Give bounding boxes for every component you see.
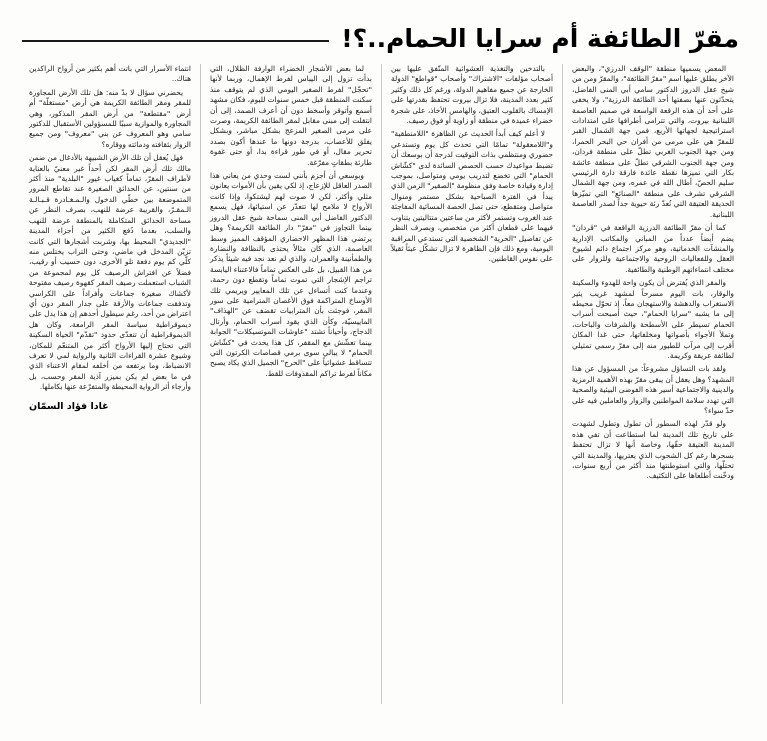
byline: غادا فؤاد السمّان — [29, 400, 109, 412]
article-column-2 — [201, 64, 382, 704]
paragraph: لا أعلم كيف أبدأ الحديث عن الظاهرة "اللامنطقية" و"اللامعقولة" تمامًا التي تحدث كل يوم وتستدعي حضوري ومنتظمي بذات التوقيت لدرجة أن بوسعك أن تضبط مواعيدك حسب الحصص السائدة لدى "كشّاش الحمام" التي تخضع لتدريب يومي ومتواصل، بموجب إدارة وقيادة خاصة وفق منظومة "الصقير" الزمن الذي يبدأ في الفترة الصباحية بشكل مستمر ومنوال متواصل ومتقطع، حتى تصل الحصة المسائية المفاجئة عند الغروب وتستمر لأكثر من ساعتين متتاليتين يتناوب فيهما على قطعان أكثر من متخصص، وبصرف النظر عن تفاصيل "الحرية" الشخصية التي تستدعي المراقبة اليومية، ومع ذلك فإن الظاهرة لا تزال تشكّل عبئاً ثقيلاً على نفوس القاطنين. — [391, 129, 553, 264]
paragraph: كما أن مقرّ الطائفة الدرزية الواقعة في "ڤردان" يضم أيضاً عدداً من المباني والمكاتب الإدارية والمنشآت الخدماتية، وهو مركز اجتماع دائم لشيوخ العقل وللفعاليات الروحية والاجتماعية وللزوار على مختلف انتماءاتهم الوطنية والطائفية. — [572, 223, 734, 274]
article-column-4 — [563, 64, 743, 704]
paragraph: ولقد بات التساؤل مشروعاً: من المسؤول عن هذا المشهد؟ وهل يعقل أن يبقى مقرّ بهذه الأهمية الرمزية والدينية والاجتماعية أسير هذه الفوضى البيئية والصحية التي تهدد سلامة المواطنين والزوار والعاملين فيه على حدّ سواء؟ — [572, 364, 734, 415]
page-title: مقرّ الطائفة أم سرايا الحمام..؟! — [341, 24, 739, 53]
article-column-1 — [20, 64, 201, 704]
paragraph: المعض يسميها منطقة "الوقف الدرزي"، والبعض الآخر يطلق عليها اسم "مقرّ الطائفة"، والمقرّ ومن من شيخ عقل الدروز الدكتور سامي أبي المنى الفاضل، يتحدّثون عنها بصفتها أحد الطائفة الدرزية"، ولا يخفى على أحد أن هذه الرقعة الواسعة في صميم العاصمة اللبنانية بيروت، والتي تترامى أطرافها على امتدادات استراتيجية لجهاتها الأربع، فمن جهة الشمال القبر للمقرّ هي على مرمى من أفران حي البحر الحمرا، ومن جهة الجنوب الغربي تطلّ على منطقة فردان، ومن جهة الجنوب الشرقي تطلّ على منطقة عائشة بكار التي تميزها نقطة عائدة فارقة دارة الرئيسي سليم الحصّ، أطال الله في عمره، ومن جهة الشمال الشرقي تشرف على منطقة "الصنائع" التي تميّزها الحديقة العتيقة التي تُعدّ رئة حيوية جداً لصدر العاصمة اللبنانية. — [572, 64, 734, 219]
paragraph: انتماء الأسرار التي باتت أهم بكثير من أرواح الراكدين هناك.. — [29, 64, 191, 84]
headline-divider — [22, 40, 329, 42]
paragraph: بالتدخين والتغذية العشوائية المتّفق عليها بين أصحاب مؤلفات "الاشتراك" وأصحاب "قواطع" الدولة الخارجة عن جميع مفاهيم الدولة، ورغم كل ذلك وكثير كثير بعدد المدينة، فلا تزال بيروت تحتفظ بقدرتها على الإمساك بالقلوب العتيق، والهامس الأخاذ، على شجرة خضراء عميدة في منطقة أو زاوية أو فوق رصيف. — [391, 64, 553, 126]
paragraph: ولو قدّر لهذه السطور أن تطول وتطول لشهدت على تاريخ تلك المدينة لما استطاعت أن تفي هذه المدينة العتيقة حقّها، وخاصة أنها لا تزال تحتفظ بسحرها رغم كل الشحوب الذي يعتريها، والمدينة التي تحتلّها، والتي استوطنتها منذ أكثر من أربع سنوات، ودخّنت أطلعاها على التكثيف. — [572, 419, 734, 481]
paragraph: وبوسعي أن أجزم بأنني لست وحدي من يعاني هذا الصدر العاقل للإزعاج، إذ لكي يقين بأن الأموات يعانون مثلي وأكثر، لكن لا صوت لهم ليشتكوا، وإذا كانت الأرواح لا ملامح لها تتعدّر عن استيائها، فهل يسمع الدكتور الفاضل أبي المنى سماحة شيخ عقل الدروز بينما التجاوز في "مقرّ" دار الطائفة الكريمة؟ وهل يرتضي هذا المظهر الاحضاري المؤقف المميز وسط العاصمة، الذي كان مثالاً يحتذى بالنظافة والنضارة والطمأنينة والعمران، والذي لم نعد نجد فيه شيئاً يذكر من هذا القبيل، بل على العكس تماماً فالاعتناء اليابسة تراجم الإشجار التي تموت تماماً وتقطع دون رحمة، وعندما كنت أتساءل عن تلك المعايير ويريمي تلك الأوساخ المتراكمة فوق الأغصان المترامية على سور المقر، فوجئت بأن المترابيات تقضف عن "الهذاف" الماييسيّة، وكأن الذي يقود أسراب الحمام، وأرتال الدجاج، وأحياناً تشتد "عاوشات الموتسيكلات" الجوابة بينما تعشّش مع المقفر، كل هذا يحدث في "كشّاش الحمام" لا يبالي سوى برمي قصاصات الكرتون التي تتساقط عشوائياً على "الحرج" الجميل الذي يكاد يصبح مكاناً لفرط تراكم المقذوفات للقط. — [210, 171, 372, 378]
article-column-3 — [382, 64, 563, 704]
paragraph: فهل يُعقل أن تلك الأرض الشبيهة بالأدغال من ضمن مالك تلك أرض المقر لكن أحداً غير معنيّ بالعناية لأطراف المقرّ، تماماً كغياب غيور "البلدية" منذ أكثر من سنتين، عن الحدائق الصغيرة عند تقاطع المرور المتموضعة بين خطّي الدخول والـمـغـادرة قـبـالـة الـمقـرّ، والقريبة عرضة للنهب، بصرف النظر عن مساحة الحدائق المتكاملة بالمنطقة عرضة للنهب والسلب، بعدما دُفع الكثير من أجزاء المدينة "الجديدي" المحيط بها، وشربت أشجارها التي كانت تزيّن المدخل في ماضي، وحتى التراب يختلس منه كلّي كم يوم دفعة تلو الأخرى، دون حسيب أو رقيب، فضلاً عن افتراش الرصيف كل يوم لمجموعة من الشباب استعملت رصيف المقر كقهوة رصيف مفتوحة لأكشاك صغيرة جماعات وأفراداً على الكراسي وتدفقت جماعات والأزقة على جدار المقر دون أي اعتراض من أحد، رغم سيطول أحدهم إن هذا يدل على ديموقراطية سياسة المقر الرامعة، وكان هل الديموقراطية أن تتعدّى حدود "تقدّم" الحياة السكينة التي تحتاج إليها الأرواح أكثر من المتنعّم للمكان، وشيوع عشرة القراءات الثانية والرواية لمي لا تعرف الانضباط، وما يرتفعه من أخلفه لمقام الاعتناء الذي في ما بعض لم يكن بميزر آذية المقر وحسب، بل وأرجاء أثر الرواية المحيطة والمتفرّعة عنها بكاملها. — [29, 153, 191, 392]
paragraph: لما بعض الأشجار الخضراء الوارفة الظلال، التي بدأت تزول إلى اليباس لفرط الإهمال، وربما لأنها "تحجّل" لفرط الصغير اليومي الذي لم يتوقف منذ سكنت المنطقة قبل خمس سنوات لليوم، فكان مشهد أسمع وأتوقر وأسخط دون أن أعرف الصمد، إلى أن انتقلت إلى مبنى مقابل لمقر الطائفة الكريمة، وصرت على مرمى الصغير المزعج بشكل مباشر، وبشكل يفلق للأعصاب، بدرجة دونها ما عندها أكون بصدد تحرير مقال، أو في طور قراءة بدا، أو حتى غفوة طارئة بطقاتٍ مفرّغة. — [210, 64, 372, 167]
article-columns — [20, 64, 743, 704]
headline-row — [22, 24, 739, 54]
paragraph: والمقر الذي يُفترض أن يكون واحة للهدوء والسكينة والوقار، بات اليوم مسرحاً لمشهد غريب يثير الاستغراب والدهشة والاستهجان معاً، إذ تحوّل محيطه إلى ما يشبه "سرايا الحمام"، حيث أصبحت أسراب الحمام تسيطر على الأسطحة والشرفات والباحات، وتملأ الأجواء بأصواتها ومخلفاتها، حتى غدا المكان أقرب إلى مرآب للطيور منه إلى مقرّ رسمي تمثيلي لطائفة عريقة وكريمة. — [572, 278, 734, 360]
paragraph: يحضرني سؤال لا بدّ منه: هل تلك الأرض المجاورة للمقر ومقر الطائفة الكريمة هي أرض "مستغلّة" أم أرض "مقتطعة" من أرض المقر المذكور، وهي المجاورة والموازية سببًا للمسؤولين الأستقبال للدكتور سامي وهو المعروف عن بني "معروف" ومن جميع الزوار بثقافته ودماثته ووقاره؟ — [29, 87, 191, 149]
